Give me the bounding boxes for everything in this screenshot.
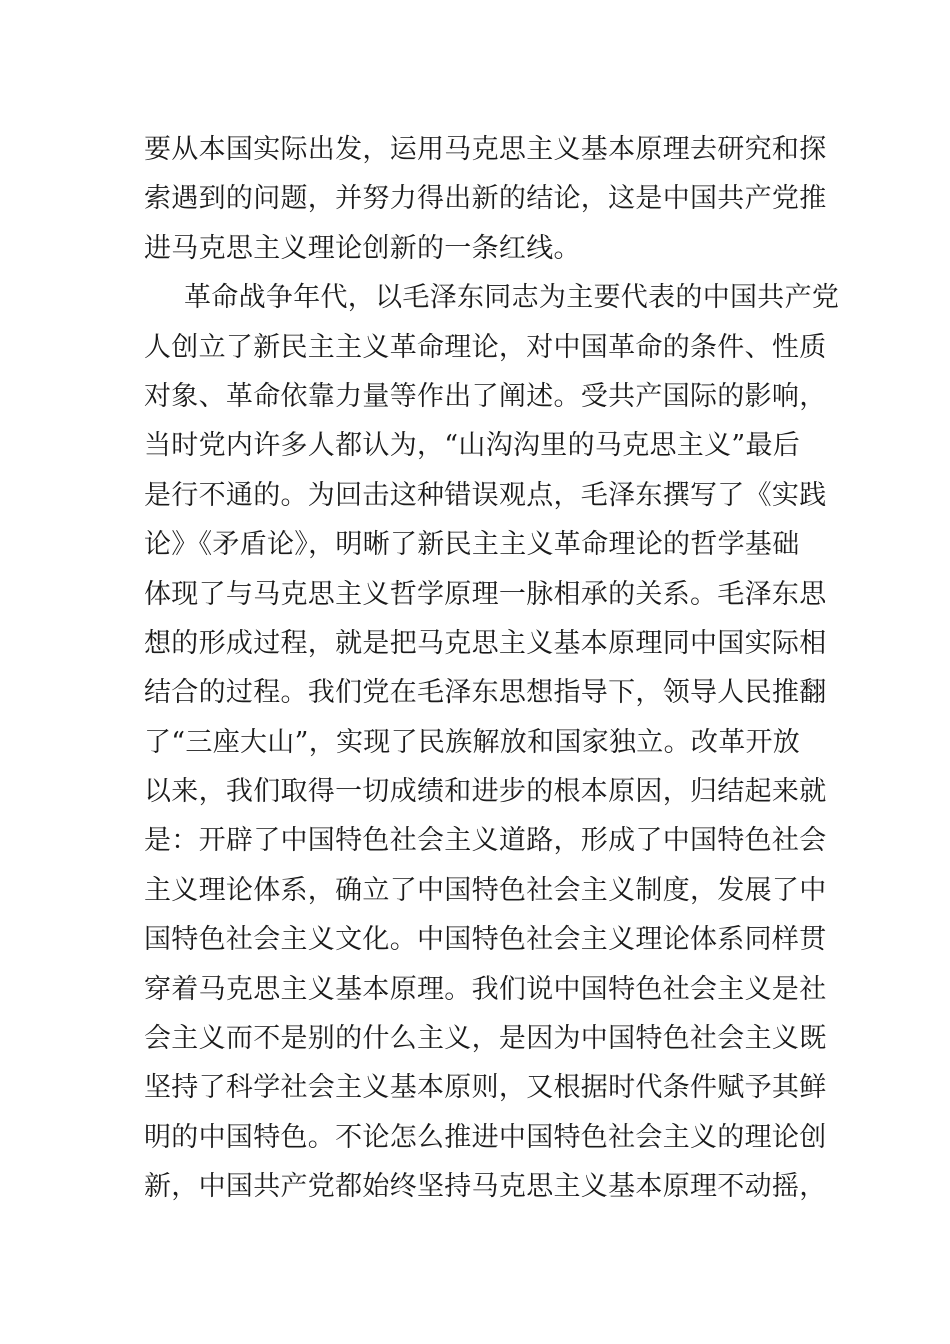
text-line: 新，中国共产党都始终坚持马克思主义基本原理不动摇， [144,1171,827,1203]
text-line: 主义理论体系，确立了中国特色社会主义制度，发展了中 [144,874,827,906]
text-line: 明的中国特色。不论怎么推进中国特色社会主义的理论创 [144,1121,827,1153]
text-line: 进马克思主义理论创新的一条红线。 [144,232,581,264]
paragraph-2 [144,273,840,1211]
paragraph-1 [144,125,827,273]
text-line: 体现了与马克思主义哲学原理一脉相承的关系。毛泽东思 [144,578,827,610]
text-line: 结合的过程。我们党在毛泽东思想指导下，领导人民推翻 [144,677,827,709]
text-line: 以来，我们取得一切成绩和进步的根本原因，归结起来就 [144,776,827,808]
text-line: 会主义而不是别的什么主义，是因为中国特色社会主义既 [144,1023,827,1055]
text-line: 人创立了新民主主义革命理论，对中国革命的条件、性质 [144,331,827,363]
text-line: 要从本国实际出发，运用马克思主义基本原理去研究和探 [144,134,827,165]
text-line: 了“三座大山”，实现了民族解放和国家独立。改革开放 [144,726,801,758]
text-line: 坚持了科学社会主义基本原则，又根据时代条件赋予其鲜 [144,1072,827,1104]
text-line: 想的形成过程，就是把马克思主义基本原理同中国实际相 [144,627,827,659]
text-line: 当时党内许多人都认为，“山沟沟里的马克思主义”最后 [144,430,801,462]
text-line: 论》《矛盾论》，明晰了新民主主义革命理论的哲学基础 [144,529,800,561]
text-line: 穿着马克思主义基本原理。我们说中国特色社会主义是社 [144,973,827,1005]
document-body [144,125,840,1212]
text-line: 国特色社会主义文化。中国特色社会主义理论体系同样贯 [144,924,827,956]
text-line-first: 革命战争年代，以毛泽东同志为主要代表的中国共产党 [184,282,840,314]
text-line: 索遇到的问题，并努力得出新的结论，这是中国共产党推 [144,183,827,215]
text-line: 是行不通的。为回击这种错误观点，毛泽东撰写了《实践 [144,479,827,511]
text-line: 是：开辟了中国特色社会主义道路，形成了中国特色社会 [144,825,827,857]
text-line: 对象、革命依靠力量等作出了阐述。受共产国际的影响， [144,380,827,412]
